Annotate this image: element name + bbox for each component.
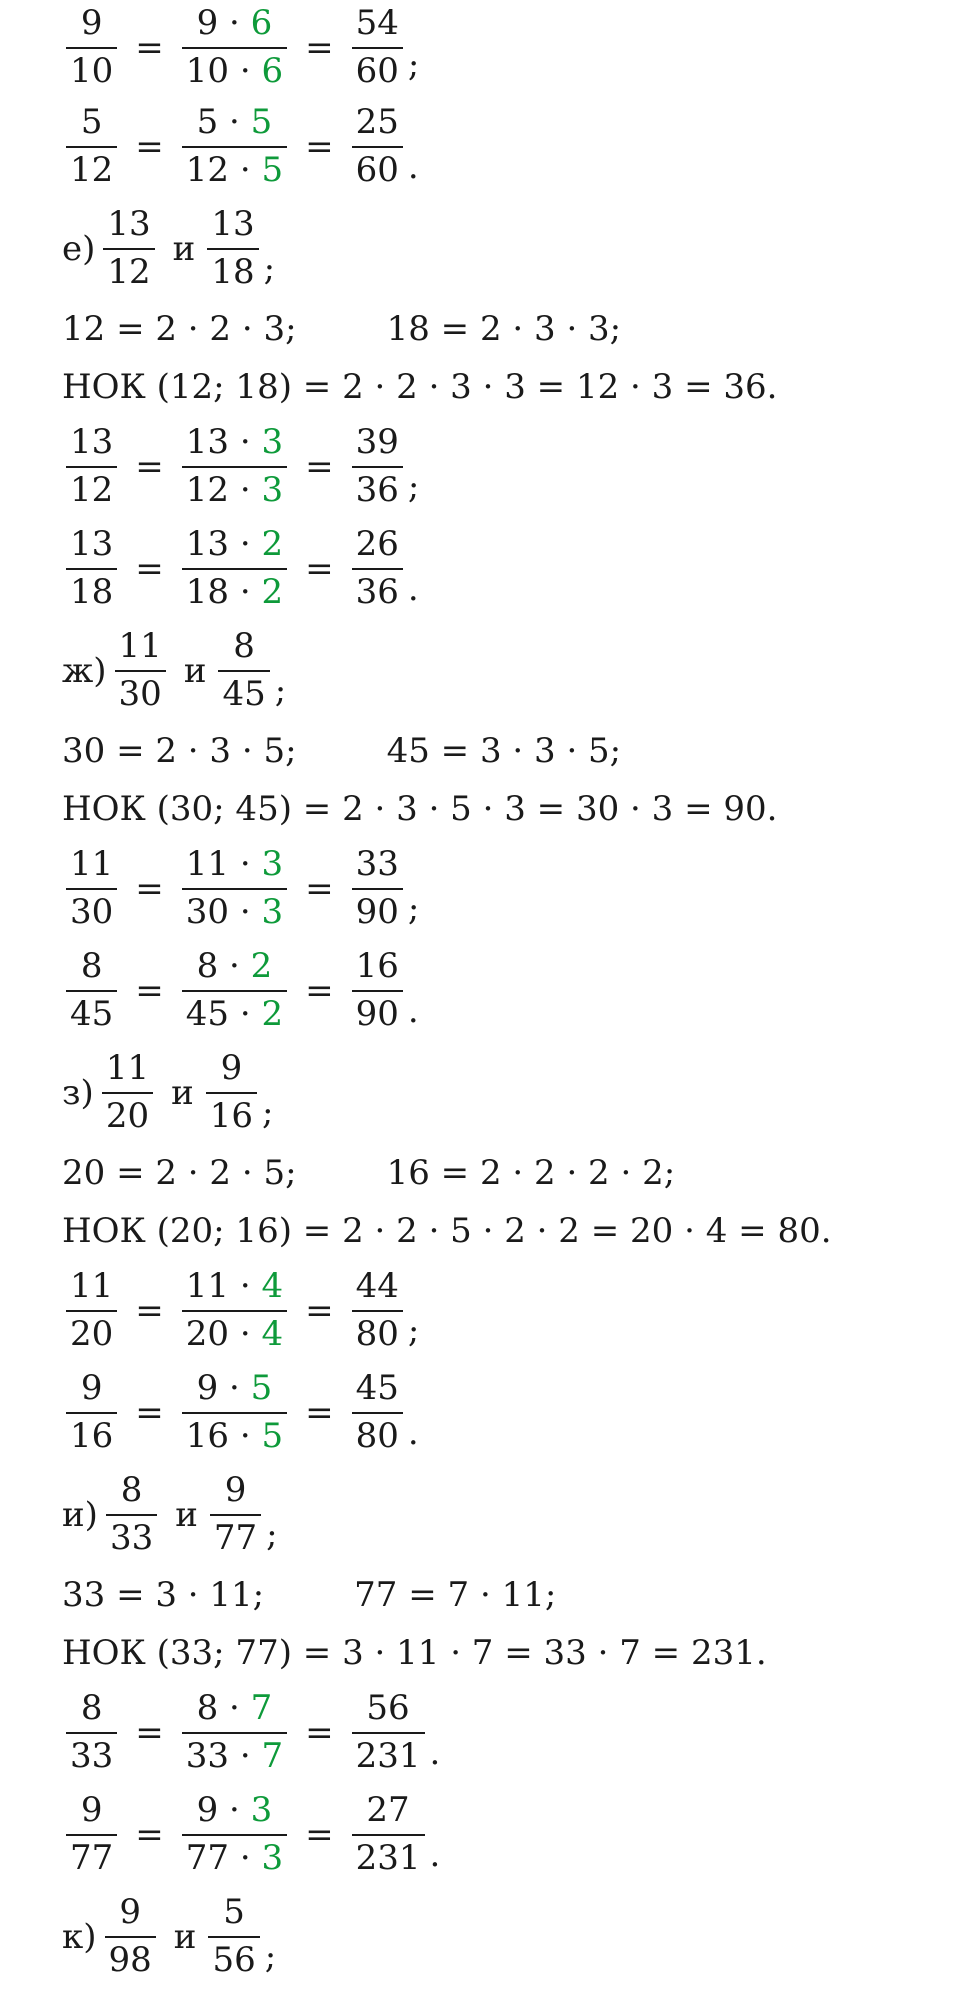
fraction (66, 1368, 117, 1456)
denominator (182, 1310, 287, 1353)
math-text: 16 = 2 · 2 · 2 · 2; (386, 1153, 676, 1193)
punctuation: . (429, 1733, 441, 1773)
fraction (115, 626, 166, 714)
fraction (182, 1688, 287, 1776)
numerator: 9 (119, 1892, 141, 1933)
denominator: 16 (66, 1412, 117, 1455)
fraction (103, 204, 154, 292)
denominator: 90 (352, 990, 403, 1033)
denominator-value: 20 (185, 1314, 230, 1354)
numerator-value: 13 (185, 422, 230, 463)
numerator: 16 (355, 946, 399, 987)
multiply-sign: · (229, 1736, 262, 1776)
punctuation: ; (407, 467, 420, 507)
extra-factor: 2 (261, 572, 284, 612)
denominator: 60 (352, 146, 403, 189)
fraction (182, 1266, 287, 1354)
math-text: НОК (20; 16) = 2 · 2 · 5 · 2 · 2 = 20 · 4 = 80. (62, 1211, 832, 1251)
multiply-sign: · (229, 1838, 262, 1878)
fraction (182, 1368, 287, 1456)
equals-sign: = (305, 549, 334, 589)
numerator-value: 9 (196, 1790, 219, 1831)
numerator: 26 (355, 524, 399, 565)
fraction (66, 1688, 117, 1776)
numerator: 11 (118, 626, 162, 667)
extra-factor: 3 (261, 844, 284, 885)
fraction (208, 1892, 259, 1980)
punctuation: ; (266, 1515, 278, 1555)
denominator (182, 466, 287, 509)
numerator: 11 (70, 844, 114, 885)
denominator-value: 12 (185, 470, 230, 510)
numerator: 8 (233, 626, 255, 667)
math-text: НОК (12; 18) = 2 · 2 · 3 · 3 = 12 · 3 = 36. (62, 367, 778, 407)
fraction-equation (62, 1784, 942, 1886)
math-text: 45 = 3 · 3 · 5; (386, 731, 622, 771)
denominator: 36 (352, 568, 403, 611)
extra-factor: 5 (261, 150, 284, 190)
denominator: 77 (66, 1834, 117, 1877)
numerator (193, 3, 277, 47)
denominator: 36 (352, 466, 403, 509)
numerator: 56 (366, 1688, 410, 1729)
denominator: 12 (103, 248, 154, 291)
fraction (66, 946, 117, 1034)
numerator: 39 (355, 422, 399, 463)
extra-factor: 3 (261, 422, 284, 463)
multiply-sign: · (229, 572, 262, 612)
multiply-sign: · (229, 1416, 262, 1456)
numerator: 11 (105, 1048, 150, 1089)
multiply-sign: · (218, 102, 251, 143)
extra-factor: 2 (261, 994, 284, 1034)
fraction (66, 1266, 117, 1354)
lcm-line (62, 1624, 942, 1682)
extra-factor: 3 (261, 1838, 284, 1878)
numerator (193, 1368, 277, 1412)
denominator (182, 888, 287, 931)
equals-sign: = (135, 1815, 164, 1855)
equals-sign: = (305, 869, 334, 909)
numerator-value: 8 (196, 1688, 219, 1729)
extra-factor: 4 (261, 1314, 284, 1354)
numerator: 13 (70, 524, 114, 565)
numerator: 33 (355, 844, 399, 885)
conjunction: и (173, 1917, 197, 1957)
multiply-sign: · (229, 51, 262, 91)
numerator: 8 (80, 1688, 103, 1729)
fraction (182, 844, 287, 932)
equals-sign: = (305, 971, 334, 1011)
denominator (182, 1834, 287, 1877)
extra-factor: 7 (261, 1736, 284, 1776)
task-label: з) (62, 1073, 94, 1113)
multiply-sign: · (218, 1368, 251, 1409)
fraction (352, 3, 403, 91)
numerator (182, 1266, 287, 1310)
numerator: 8 (80, 946, 103, 987)
fraction (182, 1790, 287, 1878)
punctuation: ; (264, 1937, 277, 1977)
fraction (352, 524, 403, 612)
task-label: и) (62, 1495, 98, 1535)
extra-factor: 2 (261, 524, 284, 565)
fraction-equation (62, 1682, 942, 1784)
denominator: 12 (66, 146, 117, 189)
numerator: 9 (80, 1368, 103, 1409)
equals-sign: = (305, 28, 334, 68)
denominator: 77 (210, 1514, 261, 1557)
denominator: 20 (102, 1092, 153, 1135)
fraction (218, 626, 269, 714)
multiply-sign: · (229, 1314, 262, 1354)
multiply-sign: · (218, 1790, 251, 1831)
equals-sign: = (135, 549, 164, 589)
denominator: 231 (352, 1834, 425, 1877)
numerator-value: 8 (196, 946, 219, 987)
extra-factor: 7 (250, 1688, 273, 1729)
denominator: 20 (66, 1310, 117, 1353)
equals-sign: = (305, 127, 334, 167)
numerator: 5 (80, 102, 103, 143)
numerator: 45 (355, 1368, 399, 1409)
punctuation: . (407, 1413, 419, 1453)
multiply-sign: · (218, 1688, 251, 1729)
numerator: 13 (107, 204, 151, 245)
multiply-sign: · (229, 422, 262, 463)
denominator-value: 45 (185, 994, 230, 1034)
denominator-value: 16 (185, 1416, 230, 1456)
task-header (62, 1886, 942, 1988)
multiply-sign: · (229, 470, 262, 510)
equals-sign: = (135, 971, 164, 1011)
multiply-sign: · (218, 946, 251, 987)
punctuation: . (407, 569, 419, 609)
numerator: 8 (120, 1470, 143, 1511)
fraction-equation (62, 0, 942, 96)
fraction (206, 1048, 257, 1136)
extra-factor: 6 (250, 3, 273, 44)
equals-sign: = (135, 1393, 164, 1433)
fraction (352, 422, 403, 510)
extra-factor: 5 (250, 102, 273, 143)
numerator: 54 (355, 3, 399, 44)
denominator: 33 (66, 1732, 117, 1775)
multiply-sign: · (229, 994, 262, 1034)
fraction (102, 1048, 153, 1136)
denominator: 56 (208, 1936, 259, 1979)
fraction (66, 3, 117, 91)
math-text: НОК (30; 45) = 2 · 3 · 5 · 3 = 30 · 3 = 90. (62, 789, 778, 829)
punctuation: ; (274, 671, 287, 711)
extra-factor: 3 (250, 1790, 273, 1831)
equals-sign: = (135, 127, 164, 167)
denominator: 30 (66, 888, 117, 931)
equals-sign: = (305, 1815, 334, 1855)
numerator: 13 (70, 422, 114, 463)
denominator-value: 18 (185, 572, 230, 612)
task-header (62, 1042, 942, 1144)
multiply-sign: · (229, 844, 262, 885)
denominator-value: 33 (185, 1736, 230, 1776)
math-text: НОК (33; 77) = 3 · 11 · 7 = 33 · 7 = 231. (62, 1633, 767, 1673)
denominator: 30 (115, 670, 166, 713)
denominator: 33 (106, 1514, 157, 1557)
denominator (182, 146, 287, 189)
conjunction: и (171, 1073, 194, 1113)
denominator: 18 (66, 568, 117, 611)
fraction (352, 1266, 403, 1354)
punctuation: ; (262, 1093, 274, 1133)
numerator (182, 422, 287, 466)
denominator: 60 (352, 47, 403, 90)
denominator (182, 47, 287, 90)
fraction-equation (62, 518, 942, 620)
conjunction: и (175, 1495, 198, 1535)
extra-factor: 5 (261, 1416, 284, 1456)
fraction (352, 102, 403, 190)
numerator: 9 (80, 3, 103, 44)
numerator: 13 (211, 204, 255, 245)
fraction-equation (62, 940, 942, 1042)
punctuation: . (407, 147, 419, 187)
denominator: 18 (207, 248, 258, 291)
punctuation: ; (407, 1311, 420, 1351)
task-label: ж) (62, 651, 107, 691)
numerator: 9 (220, 1048, 243, 1089)
fraction-equation (62, 1362, 942, 1464)
denominator (182, 1412, 287, 1455)
denominator: 98 (105, 1936, 156, 1979)
equals-sign: = (135, 447, 164, 487)
denominator (182, 1732, 287, 1775)
multiply-sign: · (229, 1266, 262, 1307)
extra-factor: 2 (250, 946, 273, 987)
math-text: 20 = 2 · 2 · 5; (62, 1153, 297, 1193)
multiply-sign: · (229, 150, 262, 190)
equals-sign: = (305, 1393, 334, 1433)
numerator (193, 1688, 277, 1732)
denominator: 16 (206, 1092, 257, 1135)
numerator-value: 11 (185, 1266, 230, 1307)
lcm-line (62, 358, 942, 416)
equals-sign: = (305, 1291, 334, 1331)
numerator-value: 9 (196, 3, 219, 44)
fraction-equation (62, 1260, 942, 1362)
extra-factor: 3 (261, 470, 284, 510)
numerator: 9 (80, 1790, 103, 1831)
denominator (182, 568, 287, 611)
extra-factor: 5 (250, 1368, 273, 1409)
extra-factor: 4 (261, 1266, 284, 1307)
fraction (182, 102, 287, 190)
math-text: 77 = 7 · 11; (354, 1575, 557, 1615)
numerator: 9 (224, 1470, 247, 1511)
denominator-value: 10 (185, 51, 230, 91)
numerator-value: 11 (185, 844, 230, 885)
numerator: 25 (355, 102, 399, 143)
denominator-value: 30 (185, 892, 230, 932)
fraction (352, 1688, 425, 1776)
math-text: 12 = 2 · 2 · 3; (62, 309, 297, 349)
task-header (62, 1464, 942, 1566)
equals-sign: = (305, 447, 334, 487)
numerator-value: 5 (196, 102, 219, 143)
fraction (352, 844, 403, 932)
conjunction: и (183, 651, 207, 691)
fraction-equation (62, 838, 942, 940)
denominator-value: 12 (185, 150, 230, 190)
multiply-sign: · (229, 892, 262, 932)
fraction (66, 102, 117, 190)
multiply-sign: · (218, 3, 251, 44)
math-text: 30 = 2 · 3 · 5; (62, 731, 297, 771)
fraction (106, 1470, 157, 1558)
fraction (352, 1790, 425, 1878)
denominator: 90 (352, 888, 403, 931)
punctuation: ; (407, 45, 420, 85)
denominator (182, 990, 287, 1033)
denominator: 12 (66, 466, 117, 509)
numerator (182, 524, 287, 568)
factorization-line (62, 1566, 942, 1624)
punctuation: ; (407, 889, 420, 929)
factorization-line (62, 722, 942, 780)
fraction (182, 3, 287, 91)
extra-factor: 3 (261, 892, 284, 932)
fraction (66, 422, 117, 510)
task-header (62, 198, 942, 300)
numerator (193, 946, 277, 990)
equals-sign: = (135, 28, 164, 68)
equals-sign: = (135, 1291, 164, 1331)
denominator: 80 (352, 1310, 403, 1353)
task-header (62, 620, 942, 722)
denominator: 80 (352, 1412, 403, 1455)
denominator: 45 (66, 990, 117, 1033)
multiply-sign: · (229, 524, 262, 565)
factorization-line (62, 1144, 942, 1202)
fraction (105, 1892, 156, 1980)
lcm-line (62, 780, 942, 838)
task-label: к) (62, 1917, 97, 1957)
fraction (210, 1470, 261, 1558)
numerator: 44 (355, 1266, 399, 1307)
factorization-line (62, 300, 942, 358)
numerator: 5 (223, 1892, 245, 1933)
denominator: 45 (218, 670, 269, 713)
fraction (66, 844, 117, 932)
fraction-equation (62, 416, 942, 518)
punctuation: . (407, 991, 419, 1031)
denominator: 10 (66, 47, 117, 90)
equals-sign: = (135, 869, 164, 909)
fraction-equation (62, 96, 942, 198)
fraction (352, 1368, 403, 1456)
numerator: 27 (366, 1790, 410, 1831)
lcm-line (62, 1202, 942, 1260)
solution-content (62, 0, 942, 1988)
math-text: 33 = 3 · 11; (62, 1575, 265, 1615)
equals-sign: = (135, 1713, 164, 1753)
extra-factor: 6 (261, 51, 284, 91)
fraction (182, 524, 287, 612)
fraction (182, 422, 287, 510)
numerator (193, 1790, 277, 1834)
conjunction: и (172, 229, 196, 269)
numerator: 11 (70, 1266, 114, 1307)
numerator (182, 844, 287, 888)
fraction (207, 204, 258, 292)
math-text: 18 = 2 · 3 · 3; (386, 309, 622, 349)
numerator-value: 9 (196, 1368, 219, 1409)
punctuation: ; (263, 249, 276, 289)
denominator-value: 77 (185, 1838, 230, 1878)
punctuation: . (429, 1835, 441, 1875)
denominator: 231 (352, 1732, 425, 1775)
fraction (66, 1790, 117, 1878)
fraction (352, 946, 403, 1034)
numerator (193, 102, 277, 146)
task-label: е) (62, 229, 96, 269)
numerator-value: 13 (185, 524, 230, 565)
equals-sign: = (305, 1713, 334, 1753)
fraction (66, 524, 117, 612)
fraction (182, 946, 287, 1034)
